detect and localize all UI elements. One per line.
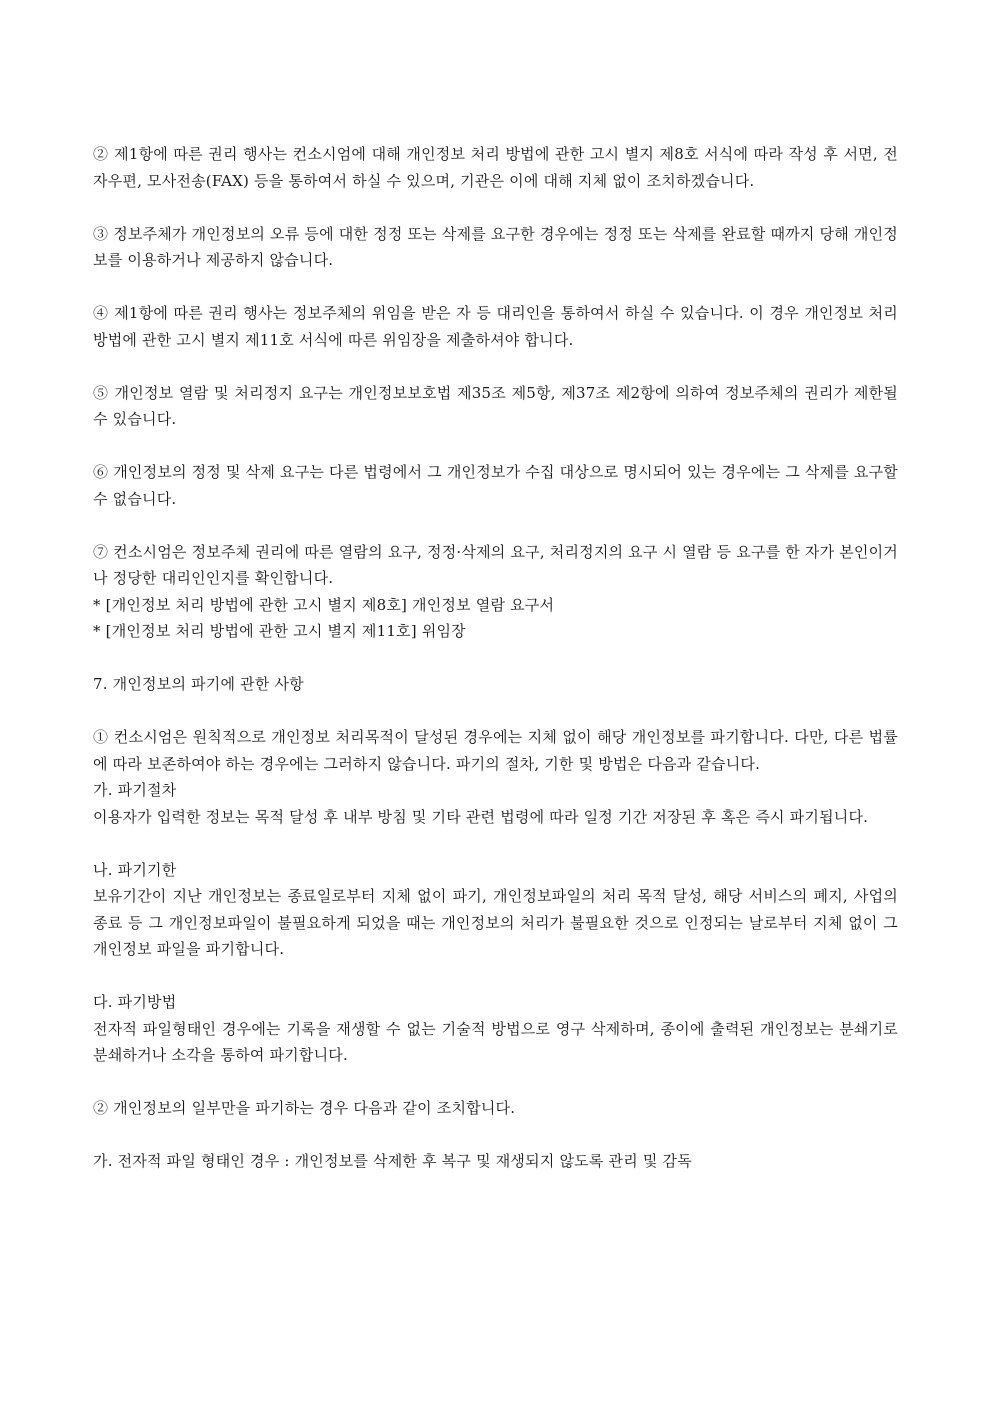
paragraph-rights-limitation: ⑤ 개인정보 열람 및 처리정지 요구는 개인정보보호법 제35조 제5항, 제37조 제2항에 의하여 정보주체의 권리가 제한될 수 있습니다. [93,383,898,428]
partial-destruction-intro: ② 개인정보의 일부만을 파기하는 경우 다음과 같이 조치합니다. [93,1099,516,1117]
subheading-destruction-method: 다. 파기방법 [93,993,177,1011]
form-note-power-of-attorney: * [개인정보 처리 방법에 관한 고시 별지 제11호] 위임장 [93,622,466,640]
paragraph-right-exercise-method: ② 제1항에 따른 권리 행사는 컨소시엄에 대해 개인정보 처리 방법에 관한 고시 별지 제8호 서식에 따라 작성 후 서면, 전자우편, 모사전송(FAX) 등을 통하여서 하실 수 있으며, 기관은 이에 대해 지체 없이 조치하겠습니다. [93,145,898,190]
paragraph-identity-verification-block [93,539,898,645]
destruction-method-block [93,989,898,1069]
destruction-method-body: 전자적 파일형태인 경우에는 기록을 재생할 수 없는 기술적 방법으로 영구 삭제하며, 종이에 출력된 개인정보는 분쇄기로 분쇄하거나 소각을 통하여 파기합니다. [93,1019,898,1064]
destruction-principle: ① 컨소시엄은 원칙적으로 개인정보 처리목적이 달성된 경우에는 지체 없이 해당 개인정보를 파기합니다. 다만, 다른 법률에 따라 보존하여야 하는 경우에는 그러하지 않습니다. 파기의 절차, 기한 및 방법은 다음과 같습니다. [93,728,898,773]
paragraph-deletion-restriction: ⑥ 개인정보의 정정 및 삭제 요구는 다른 법령에서 그 개인정보가 수집 대상으로 명시되어 있는 경우에는 그 삭제를 요구할 수 없습니다. [93,463,898,508]
document-page [93,141,898,1175]
paragraph-identity-verification: ⑦ 컨소시엄은 정보주체 권리에 따른 열람의 요구, 정정·삭제의 요구, 처리정지의 요구 시 열람 등 요구를 한 자가 본인이거나 정당한 대리인인지를 확인합니다. [93,542,898,587]
form-note-access-request: * [개인정보 처리 방법에 관한 고시 별지 제8호] 개인정보 열람 요구서 [93,595,555,614]
destruction-procedure-body: 이용자가 입력한 정보는 목적 달성 후 내부 방침 및 기타 관련 법령에 따라 일정 기간 저장된 후 혹은 즉시 파기됩니다. [93,807,869,826]
destruction-principle-block [93,724,898,830]
partial-destruction-electronic: 가. 전자적 파일 형태인 경우 : 개인정보를 삭제한 후 복구 및 재생되지 않도록 관리 및 감독 [93,1152,692,1170]
destruction-deadline-body: 보유기간이 지난 개인정보는 종료일로부터 지체 없이 파기, 개인정보파일의 처리 목적 달성, 해당 서비스의 폐지, 사업의 종료 등 그 개인정보파일이 불필요하게 되었을 때는 개인정보의 처리가 불필요한 것으로 인정되는 날로부터 지체 없이 그 개인정보 파일을 파기합니다. [93,887,898,958]
subheading-destruction-deadline: 나. 파기기한 [93,860,177,879]
section-heading-destruction: 7. 개인정보의 파기에 관한 사항 [93,675,304,693]
paragraph-correction-request: ③ 정보주체가 개인정보의 오류 등에 대한 정정 또는 삭제를 요구한 경우에는 정정 또는 삭제를 완료할 때까지 당해 개인정보를 이용하거나 제공하지 않습니다. [93,224,898,269]
paragraph-agent-delegation: ④ 제1항에 따른 권리 행사는 정보주체의 위임을 받은 자 등 대리인을 통하여서 하실 수 있습니다. 이 경우 개인정보 처리 방법에 관한 고시 별지 제11호 서식에 따른 위임장을 제출하셔야 합니다. [93,304,898,349]
subheading-destruction-procedure: 가. 파기절차 [93,781,177,799]
destruction-deadline-block [93,857,898,963]
